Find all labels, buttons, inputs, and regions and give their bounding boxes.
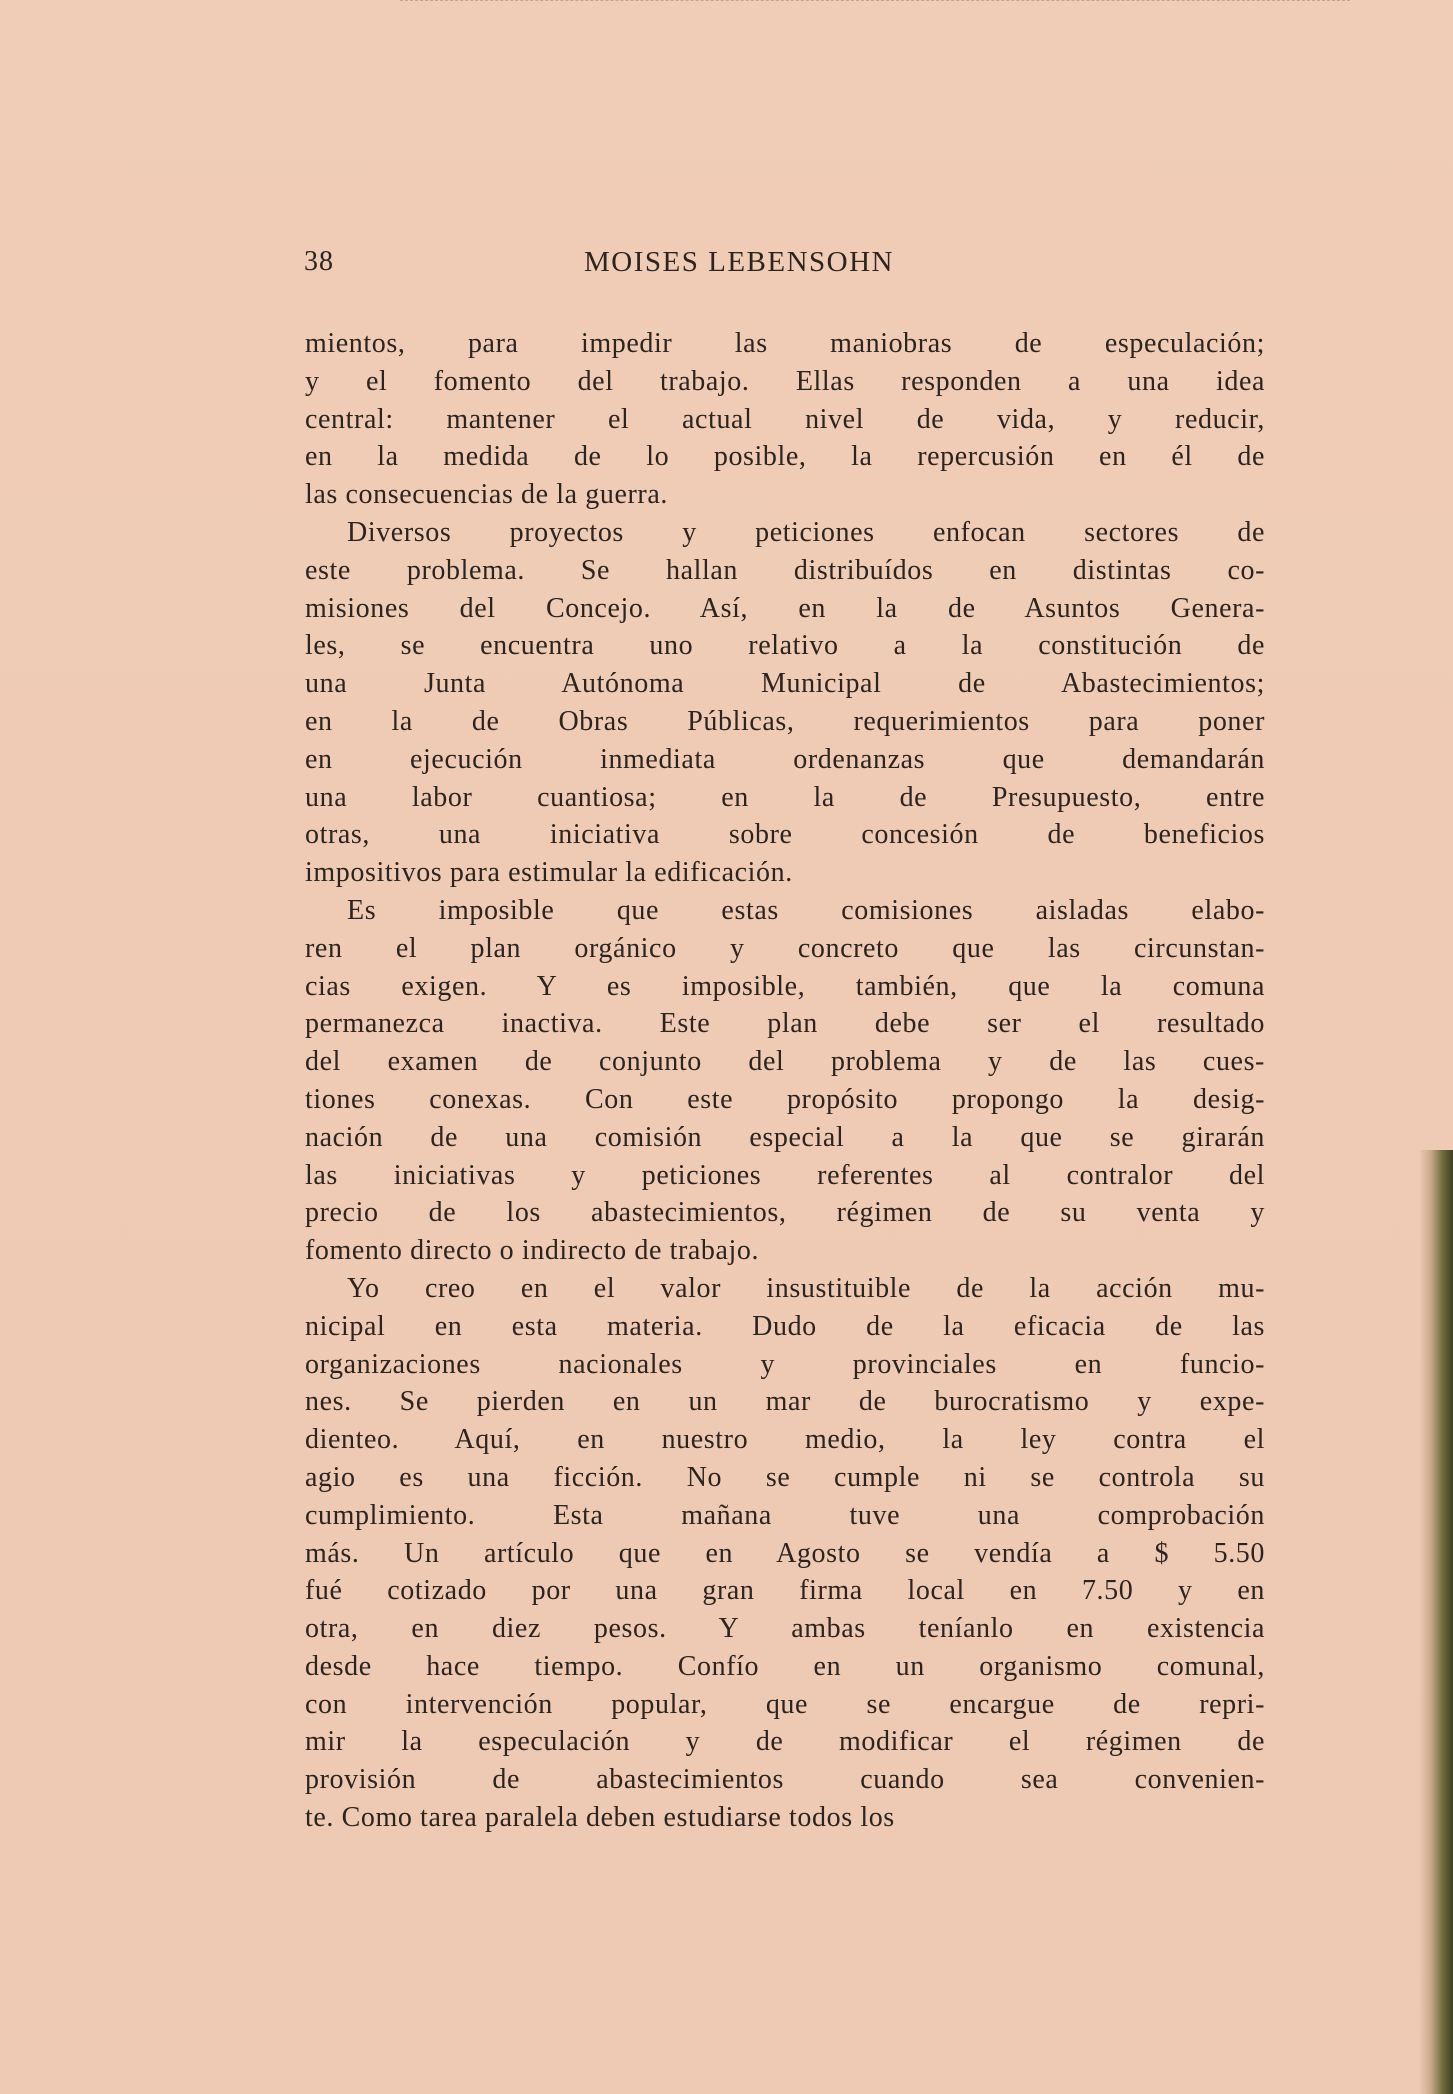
text-line: cumplimiento. Esta mañana tuve una comprobación: [305, 1499, 1265, 1531]
text-line: nes. Se pierden en un mar de burocratismo y expe-: [305, 1386, 1265, 1418]
text-line: tiones conexas. Con este propósito propongo la desig-: [305, 1083, 1265, 1115]
text-line: nación de una comisión especial a la que se girarán: [305, 1121, 1265, 1153]
text-line: Diversos proyectos y peticiones enfocan sectores de: [347, 516, 1265, 548]
text-line: ren el plan orgánico y concreto que las circunstan-: [305, 932, 1265, 964]
text-line: fomento directo o indirecto de trabajo.: [305, 1235, 760, 1267]
page-number: 38: [304, 246, 334, 277]
paragraph: [305, 514, 1265, 892]
page-edge-shadow: [1419, 1150, 1453, 2094]
text-line: más. Un artículo que en Agosto se vendía a $ 5.50: [305, 1537, 1265, 1569]
text-line: nicipal en esta materia. Dudo de la eficacia de las: [305, 1310, 1265, 1342]
text-line: del examen de conjunto del problema y de las cues-: [305, 1046, 1265, 1078]
text-line: las iniciativas y peticiones referentes al contralor del: [305, 1159, 1265, 1191]
text-line: agio es una ficción. No se cumple ni se controla su: [305, 1461, 1265, 1493]
running-title: MOISES LEBENSOHN: [584, 246, 894, 278]
running-header: [304, 246, 984, 286]
text-line: en la de Obras Públicas, requerimientos para poner: [305, 705, 1265, 737]
text-line: fué cotizado por una gran firma local en 7.50 y en: [305, 1575, 1265, 1607]
text-line: impositivos para estimular la edificación.: [305, 857, 793, 889]
text-line: otra, en diez pesos. Y ambas teníanlo en existencia: [305, 1613, 1265, 1645]
text-line: con intervención popular, que se encargue de repri-: [305, 1688, 1265, 1720]
text-line: una labor cuantiosa; en la de Presupuesto, entre: [305, 781, 1265, 813]
text-line: y el fomento del trabajo. Ellas responden a una idea: [305, 365, 1265, 397]
text-line: misiones del Concejo. Así, en la de Asuntos Genera-: [305, 592, 1265, 624]
text-line: este problema. Se hallan distribuídos en distintas co-: [305, 554, 1265, 586]
text-line: en la medida de lo posible, la repercusión en él de: [305, 441, 1265, 473]
page-top-edge: [400, 0, 1350, 7]
text-line: mir la especulación y de modificar el régimen de: [305, 1726, 1265, 1758]
text-line: cias exigen. Y es imposible, también, que la comuna: [305, 970, 1265, 1002]
text-line: Yo creo en el valor insustituible de la acción mu-: [347, 1272, 1265, 1304]
text-line: provisión de abastecimientos cuando sea convenien-: [305, 1764, 1265, 1796]
text-line: te. Como tarea paralela deben estudiarse todos los: [305, 1802, 895, 1834]
text-line: en ejecución inmediata ordenanzas que demandarán: [305, 743, 1265, 775]
text-line: dienteo. Aquí, en nuestro medio, la ley contra el: [305, 1424, 1265, 1456]
text-line: mientos, para impedir las maniobras de especulación;: [305, 328, 1265, 359]
text-line: otras, una iniciativa sobre concesión de beneficios: [305, 819, 1265, 851]
paragraph: [305, 325, 1265, 514]
text-line: desde hace tiempo. Confío en un organismo comunal,: [305, 1650, 1265, 1682]
text-line: Es imposible que estas comisiones aisladas elabo-: [347, 894, 1265, 926]
body-text: [305, 325, 1265, 1837]
text-line: las consecuencias de la guerra.: [305, 479, 668, 511]
text-line: precio de los abastecimientos, régimen de su venta y: [305, 1197, 1265, 1229]
text-line: organizaciones nacionales y provinciales en funcio-: [305, 1348, 1265, 1380]
text-line: les, se encuentra uno relativo a la constitución de: [305, 630, 1265, 662]
text-line: una Junta Autónoma Municipal de Abastecimientos;: [305, 668, 1265, 700]
text-line: central: mantener el actual nivel de vida, y reducir,: [305, 403, 1265, 435]
text-line: permanezca inactiva. Este plan debe ser el resultado: [305, 1008, 1265, 1040]
paragraph: [305, 1270, 1265, 1837]
paragraph: [305, 892, 1265, 1270]
